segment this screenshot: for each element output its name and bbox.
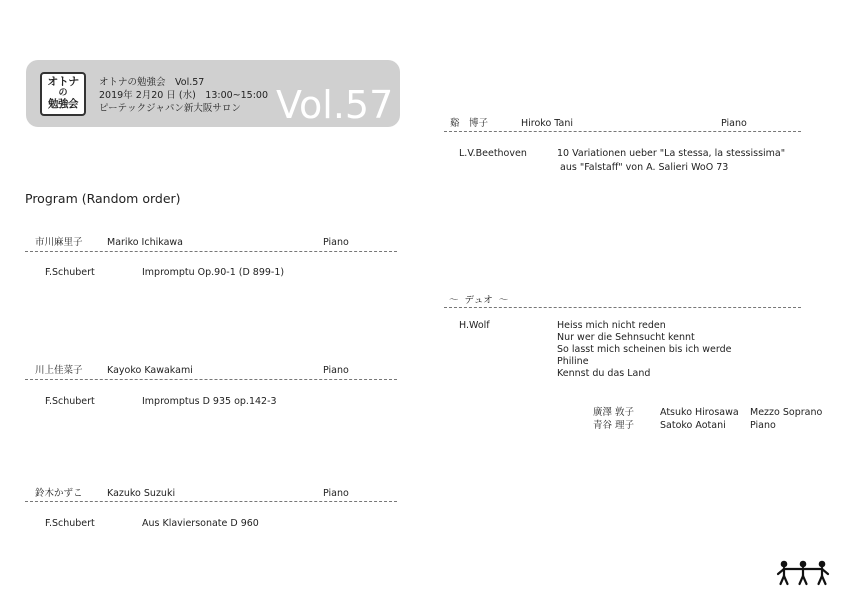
duo-performer-part: Mezzo Soprano bbox=[750, 407, 823, 418]
logo-line-3: 勉強会 bbox=[48, 98, 78, 110]
separator-line bbox=[25, 251, 397, 252]
piece-composer: F.Schubert bbox=[45, 396, 95, 407]
piece-title-line: 10 Variationen ueber "La stessa, la stessissima" bbox=[557, 148, 786, 159]
logo-line-1: オトナ bbox=[47, 75, 79, 88]
performer-name-ja: 川上佳菜子 bbox=[35, 365, 83, 376]
performer-name-ja: 鈴木かずこ bbox=[35, 488, 83, 499]
performer-name-en: Kazuko Suzuki bbox=[107, 488, 176, 499]
duo-heading: ～ デュオ ～ bbox=[449, 295, 509, 306]
duo-performer-name-ja: 青谷 理子 bbox=[593, 420, 635, 431]
program-heading: Program (Random order) bbox=[25, 191, 181, 206]
volume-number: Vol.57 bbox=[276, 83, 394, 127]
performer-name-en: Mariko Ichikawa bbox=[107, 237, 183, 248]
piece-title: Aus Klaviersonate D 960 bbox=[142, 518, 259, 529]
logo bbox=[40, 72, 86, 116]
duo-performer-name-en: Satoko Aotani bbox=[660, 420, 726, 431]
piece-title-line: aus "Falstaff" von A. Salieri WoO 73 bbox=[557, 162, 729, 173]
separator-line bbox=[444, 131, 801, 132]
event-title: オトナの勉強会 Vol.57 bbox=[99, 77, 205, 88]
piece-composer: F.Schubert bbox=[45, 267, 95, 278]
performer-instrument: Piano bbox=[323, 365, 349, 376]
song-title: Philine bbox=[557, 356, 589, 367]
separator-line bbox=[444, 307, 801, 308]
piece-composer: F.Schubert bbox=[45, 518, 95, 529]
event-venue: ピーテックジャパン新大阪サロン bbox=[99, 103, 241, 114]
duo-performer-name-ja: 廣澤 敦子 bbox=[593, 407, 635, 418]
song-title: Kennst du das Land bbox=[557, 368, 651, 379]
duo-performer-name-en: Atsuko Hirosawa bbox=[660, 407, 739, 418]
three-people-icon bbox=[776, 560, 830, 586]
piece-composer: H.Wolf bbox=[459, 320, 490, 331]
performer-name-en: Kayoko Kawakami bbox=[107, 365, 193, 376]
performer-instrument: Piano bbox=[721, 118, 747, 129]
song-title: Nur wer die Sehnsucht kennt bbox=[557, 332, 695, 343]
performer-instrument: Piano bbox=[323, 488, 349, 499]
duo-performer-part: Piano bbox=[750, 420, 776, 431]
separator-line bbox=[25, 501, 397, 502]
event-date: 2019年 2月20 日 (水) 13:00~15:00 bbox=[99, 90, 268, 101]
piece-title: Impromptus D 935 op.142-3 bbox=[142, 396, 277, 407]
performer-name-ja: 谿 博子 bbox=[450, 118, 489, 129]
piece-composer: L.V.Beethoven bbox=[459, 148, 527, 159]
song-title: So lasst mich scheinen bis ich werde bbox=[557, 344, 732, 355]
performer-name-ja: 市川麻里子 bbox=[35, 237, 83, 248]
piece-title: Impromptu Op.90-1 (D 899-1) bbox=[142, 267, 285, 278]
separator-line bbox=[25, 379, 397, 380]
song-title: Heiss mich nicht reden bbox=[557, 320, 666, 331]
logo-line-2: の bbox=[58, 88, 68, 98]
performer-instrument: Piano bbox=[323, 237, 349, 248]
performer-name-en: Hiroko Tani bbox=[521, 118, 573, 129]
